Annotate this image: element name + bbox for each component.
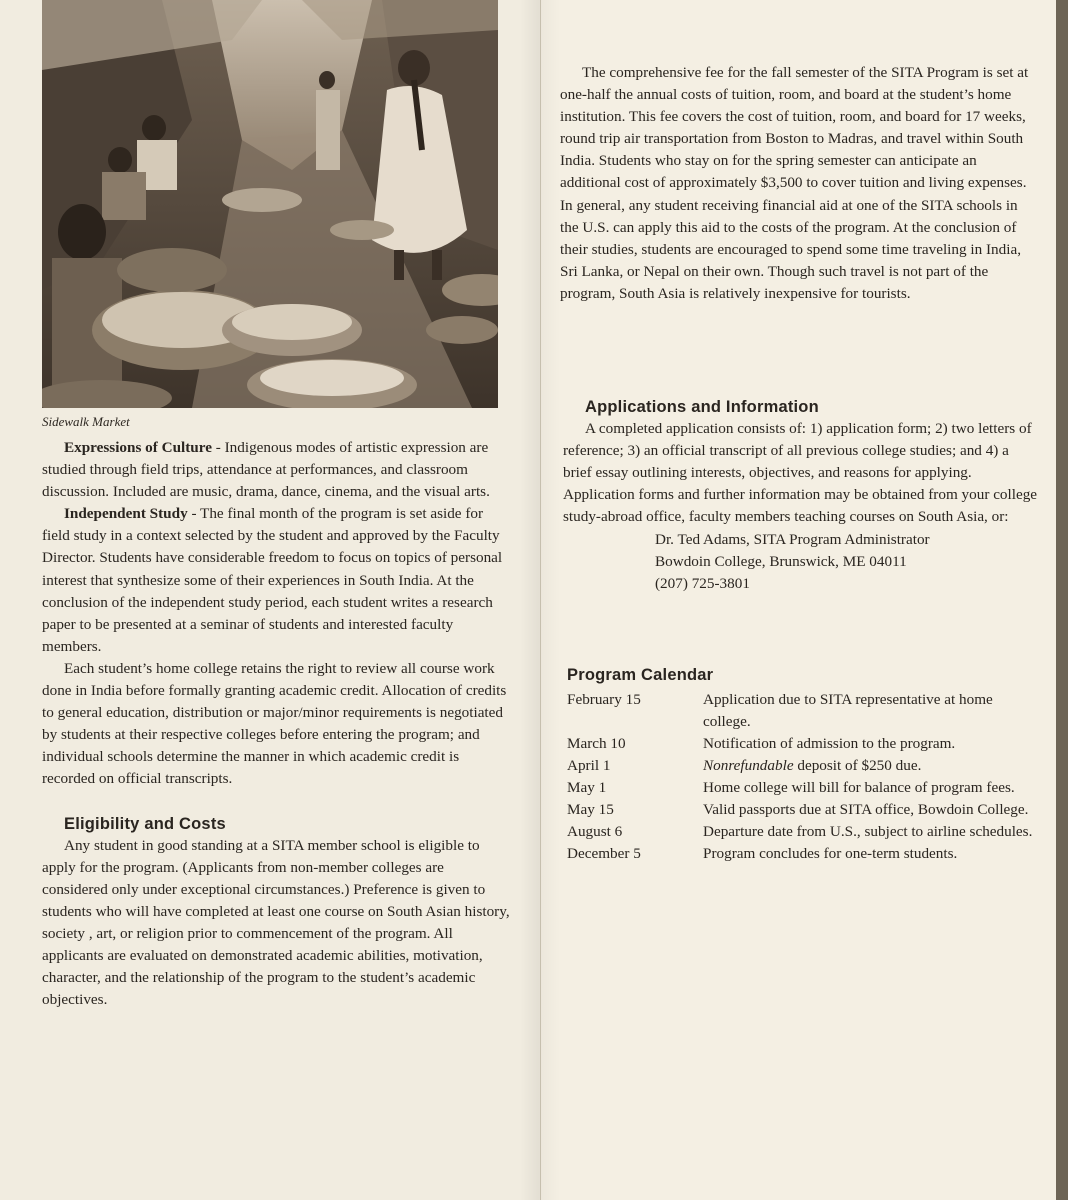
- calendar-date: August 6: [567, 823, 623, 840]
- calendar-row: [567, 821, 1037, 843]
- independent-heading: Independent Study: [64, 505, 188, 523]
- calendar-row: [567, 733, 1037, 755]
- calendar-desc: Program concludes for one-term students.: [703, 845, 958, 862]
- calendar-date: December 5: [567, 845, 641, 862]
- independent-paragraph: [42, 503, 510, 658]
- calendar-date: March 10: [567, 735, 626, 752]
- independent-text: - The final month of the program is set aside for field study in a context selected by the student and approved by the Faculty Director. Students have considerable freedom to focus on topics of personal interest that synthesize some of their experiences in South India. At the conclusion of the independent study period, each student writes a research paper to be presented at a seminar of students and interested faculty members.: [42, 505, 503, 655]
- calendar-desc: Departure date from U.S., subject to airline schedules.: [703, 823, 1033, 840]
- calendar-row: [567, 843, 1037, 865]
- culture-text: - Indigenous modes of artistic expression are studied through field trips, attendance at performances, and classroom discussion. Included are music, drama, dance, cinema, and the visual arts.: [42, 439, 490, 501]
- address-line-1: Dr. Ted Adams, SITA Program Administrator: [655, 530, 930, 548]
- sidewalk-market-photo: [42, 0, 498, 408]
- calendar-date: April 1: [567, 757, 611, 774]
- calendar-date: May 1: [567, 779, 607, 796]
- calendar-desc: Valid passports due at SITA office, Bowdoin College.: [703, 801, 1029, 818]
- calendar-row: [567, 777, 1037, 799]
- calendar-row: [567, 755, 1037, 777]
- calendar-desc: Notification of admission to the program.: [703, 735, 956, 752]
- page-spine: [520, 0, 560, 1200]
- credit-paragraph: Each student’s home college retains the right to review all course work done in India before formally granting academic credit. Allocation of credits to general education, distribution or major/minor requirements is negotiated by students at their respective colleges before entering the program; and individual schools determine the manner in which academic credit is recorded on official transcripts.: [42, 659, 507, 788]
- calendar-desc: Home college will bill for balance of program fees.: [703, 779, 1015, 796]
- calendar-row: [567, 689, 1037, 733]
- calendar-desc-emphasis: Nonrefundable: [703, 757, 794, 774]
- address-line-2: Bowdoin College, Brunswick, ME 04011: [655, 552, 907, 570]
- culture-paragraph: [42, 437, 510, 503]
- left-column: [42, 437, 510, 1011]
- address-line-3: (207) 725-3801: [655, 574, 750, 592]
- eligibility-paragraph: Any student in good standing at a SITA member school is eligible to apply for the program. (Applicants from non-member colleges are considered only under exceptional circumstances.) Preference is given to students who will have completed at least one course on South Asian history, society , art, or religion prior to commencement of the program. All applicants are evaluated on demonstrated academic abilities, motivation, character, and the relationship of the program to the student’s academic objectives.: [42, 836, 510, 1009]
- photo-caption: Sidewalk Market: [42, 414, 130, 429]
- applications-heading: Applications and Information: [585, 398, 819, 416]
- calendar-date: May 15: [567, 801, 614, 818]
- fee-column: [560, 62, 1038, 305]
- applications-paragraph: A completed application consists of: 1) application form; 2) two letters of reference; 3) an official transcript of all previous college studies; and 4) a brief essay outlining interests, objectives, and reasons for applying. Application forms and further information may be obtained from your college study-abroad office, faculty members teaching courses on South Asia, or:: [563, 420, 1038, 526]
- calendar-date: February 15: [567, 691, 641, 708]
- calendar-row: [567, 799, 1037, 821]
- applications-section: [563, 396, 1041, 595]
- calendar-desc: Application due to SITA representative at home college.: [703, 691, 993, 730]
- fee-paragraph: The comprehensive fee for the fall semester of the SITA Program is set at one-half the annual costs of tuition, room, and board at the student’s home institution. This fee covers the cost of tuition, room, and board for 17 weeks, round trip air transportation from Boston to Madras, and travel within South India. Students who stay on for the spring semester can anticipate an additional cost of approximately $3,500 to cover tuition and living expenses. In general, any student receiving financial aid at one of the SITA schools in the U.S. can apply this aid to the costs of the program. At the conclusion of their studies, students are encouraged to spend some time traveling in India, Sri Lanka, or Nepal on their own. Though such travel is not part of the program, South Asia is relatively inexpensive for tourists.: [560, 64, 1029, 302]
- eligibility-heading: Eligibility and Costs: [64, 814, 226, 833]
- calendar-desc: [703, 755, 1037, 777]
- culture-heading: Expressions of Culture: [64, 439, 212, 456]
- program-calendar: [567, 666, 1037, 865]
- calendar-heading: Program Calendar: [567, 666, 714, 684]
- calendar-desc-text: deposit of $250 due.: [793, 757, 922, 774]
- page-edge: [1056, 0, 1068, 1200]
